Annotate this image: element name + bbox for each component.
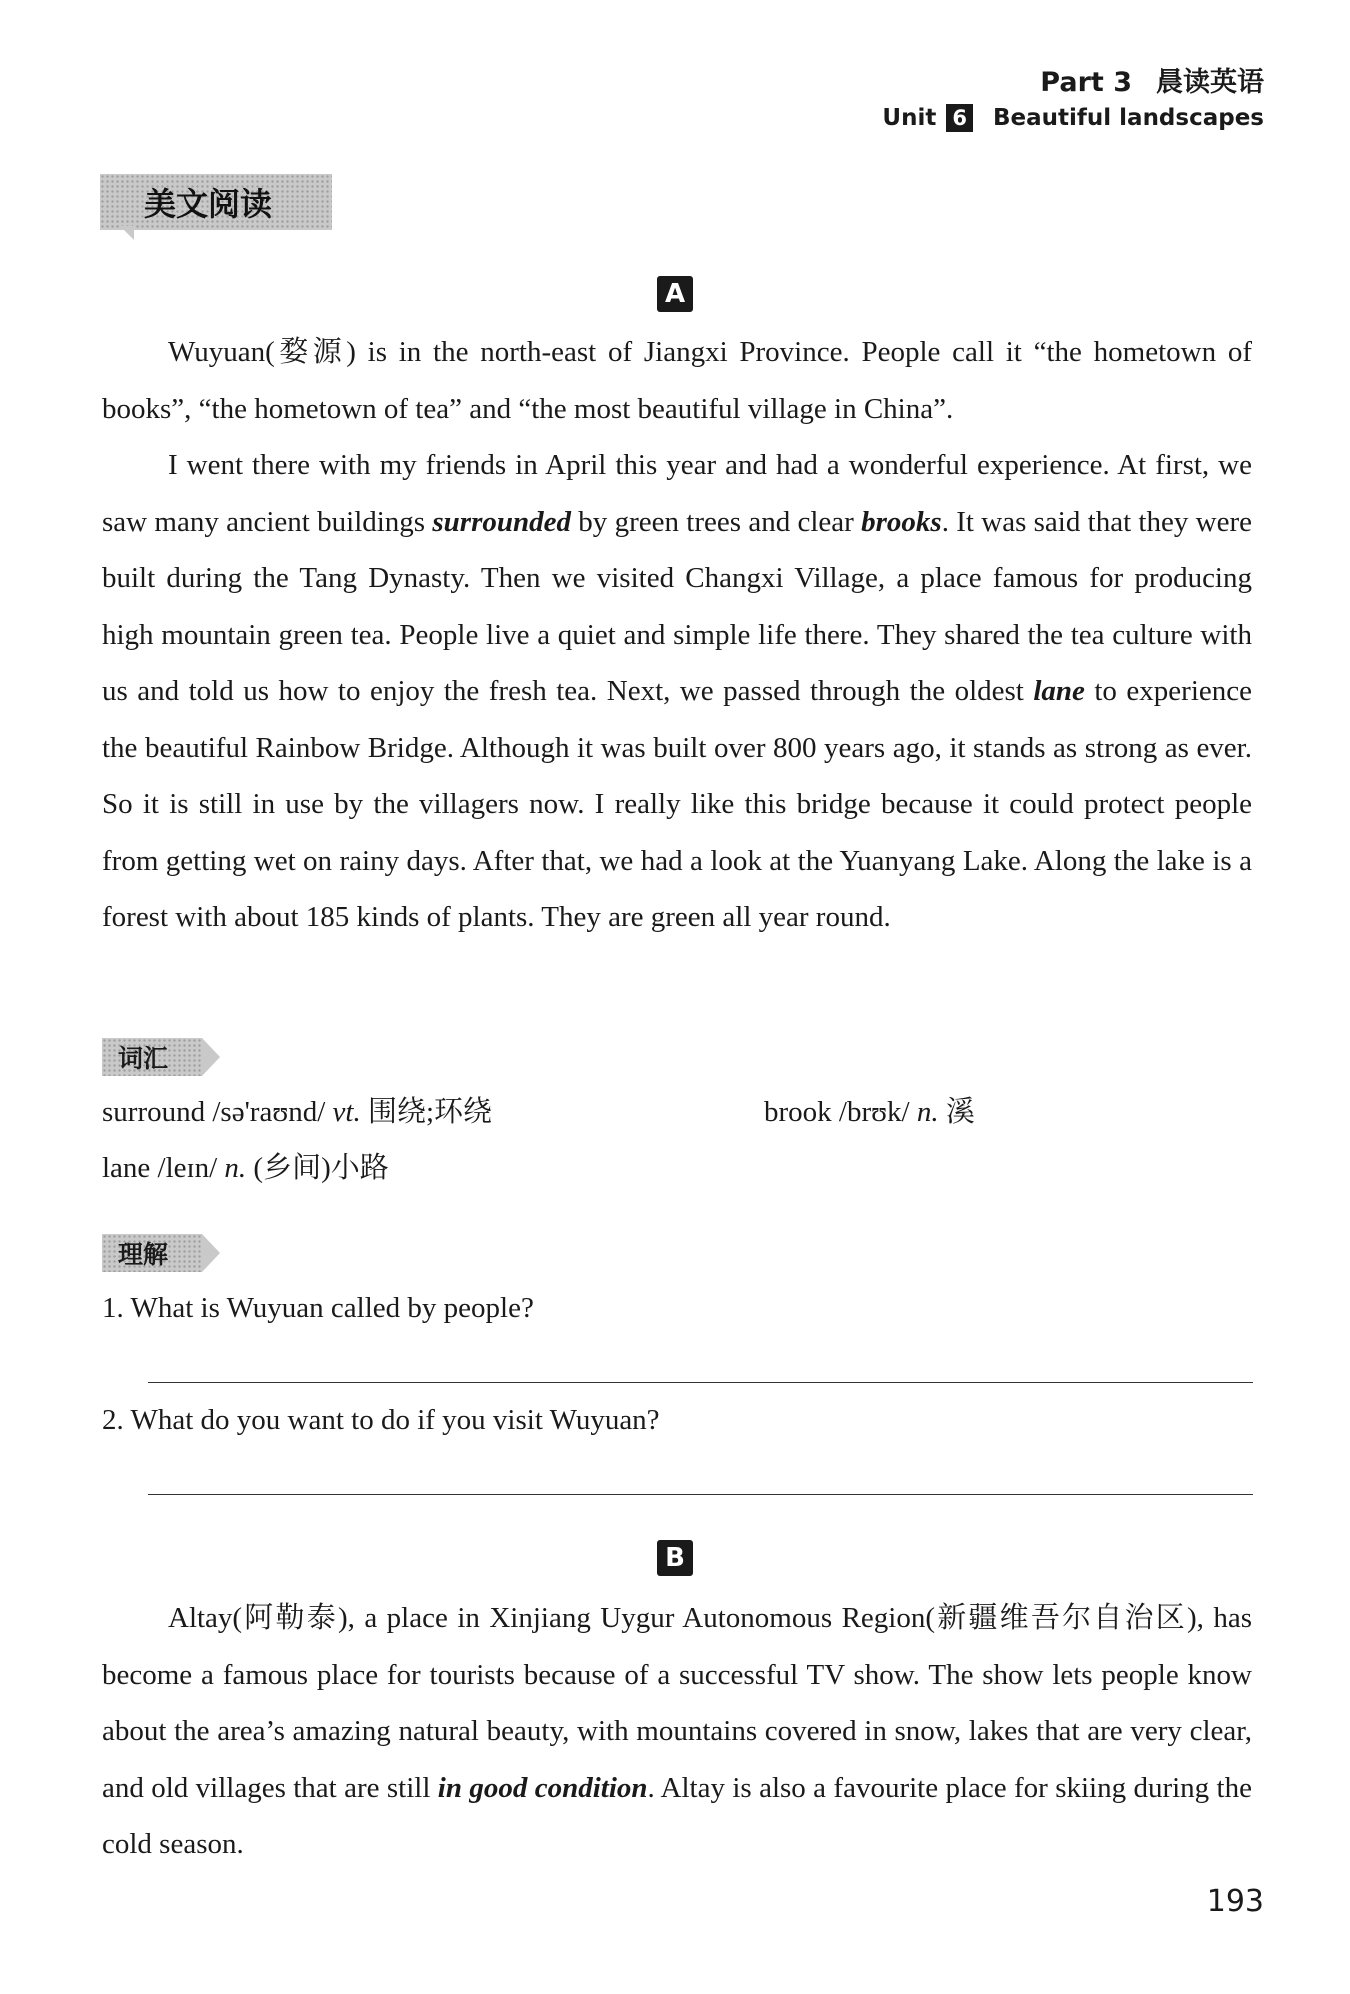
header-unit bbox=[882, 104, 1264, 132]
section-title-banner: 美文阅读 bbox=[100, 174, 332, 230]
passage-a bbox=[102, 324, 1252, 946]
passage-a-paragraph-1: Wuyuan(婺源) is in the north-east of Jiangxi Province. People call it “the hometown of books”, “the hometown of tea” and “the most beautiful village in China”. bbox=[102, 336, 1252, 425]
passage-b-paragraph: Altay(阿勒泰), a place in Xinjiang Uygur Autonomous Region(新疆维吾尔自治区), has become a famous place for tourists because of a successful TV show. The show lets people know about the area’s amazing natural beauty, with mountains covered in snow, lakes that are very clear, and old villages that are still in good condition. Altay is also a favourite place for skiing during the cold season. bbox=[102, 1602, 1252, 1860]
answer-line-2[interactable] bbox=[148, 1494, 1253, 1495]
part-title: 晨读英语 bbox=[1156, 67, 1264, 98]
question-2: 2. What do you want to do if you visit Wuyuan? bbox=[102, 1404, 660, 1436]
unit-number-badge: 6 bbox=[946, 104, 973, 132]
passage-b-marker: B bbox=[657, 1540, 693, 1576]
page-number: 193 bbox=[1206, 1884, 1264, 1919]
vocab-tag: 词汇 bbox=[102, 1038, 202, 1076]
question-1: 1. What is Wuyuan called by people? bbox=[102, 1292, 534, 1324]
passage-a-paragraph-2: I went there with my friends in April this year and had a wonderful experience. At first, we saw many ancient buildings surrounded by green trees and clear brooks. It was said that they were built during the Tang Dynasty. Then we visited Changxi Village, a place famous for producing high mountain green tea. People live a quiet and simple life there. They shared the tea culture with us and told us how to enjoy the fresh tea. Next, we passed through the oldest lane to experience the beautiful Rainbow Bridge. Although it was built over 800 years ago, it stands as strong as ever. So it is still in use by the villagers now. I really like this bridge because it could protect people from getting wet on rainy days. After that, we had a look at the Yuanyang Lake. Along the lake is a forest with about 185 kinds of plants. They are green all year round. bbox=[102, 449, 1252, 933]
unit-title: Beautiful landscapes bbox=[992, 105, 1264, 131]
vocab-item-lane: lane /leɪn/ n. (乡间)小路 bbox=[102, 1152, 389, 1184]
comprehension-tag: 理解 bbox=[102, 1234, 202, 1272]
passage-b bbox=[102, 1590, 1252, 1873]
vocab-highlight-surrounded: surrounded bbox=[432, 505, 572, 538]
passage-a-marker: A bbox=[657, 276, 693, 312]
vocab-item-surround: surround /sə'raʊnd/ vt. 围绕;环绕 bbox=[102, 1096, 493, 1128]
part-label: Part 3 bbox=[1040, 67, 1132, 98]
banner-tail bbox=[120, 226, 134, 240]
vocab-highlight-in-good-condition: in good condition bbox=[437, 1771, 648, 1804]
vocab-item-brook: brook /brʊk/ n. 溪 bbox=[764, 1096, 975, 1128]
vocab-highlight-brooks: brooks bbox=[861, 505, 942, 538]
answer-line-1[interactable] bbox=[148, 1382, 1253, 1383]
unit-label: Unit bbox=[882, 105, 937, 131]
vocab-highlight-lane: lane bbox=[1033, 675, 1085, 707]
header-part bbox=[1040, 60, 1264, 99]
